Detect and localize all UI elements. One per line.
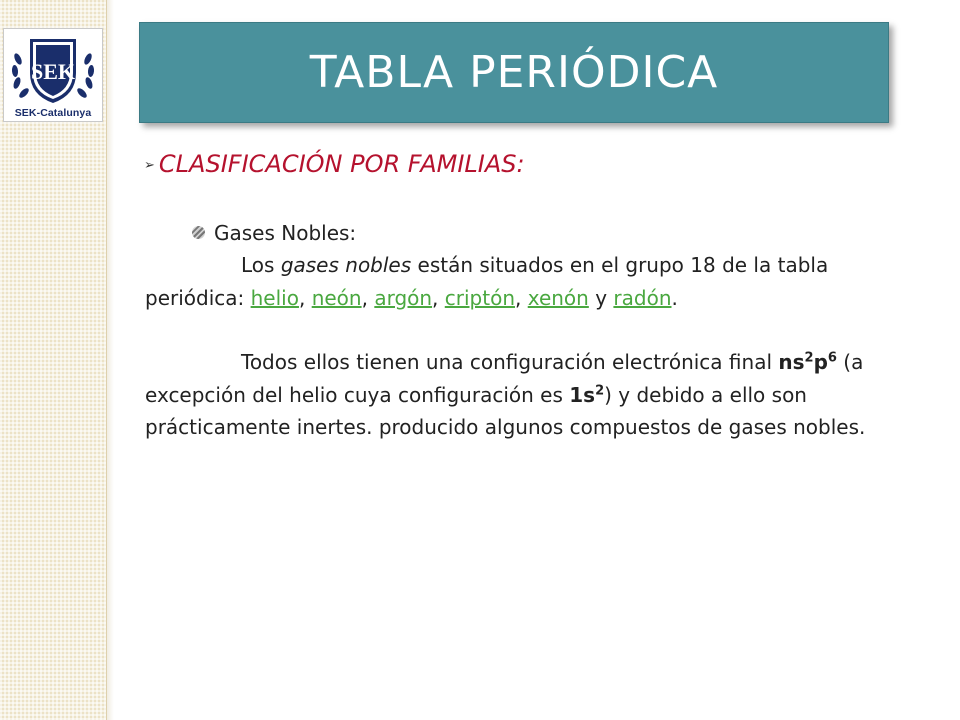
subheading: [192, 221, 356, 245]
link-kripton[interactable]: criptón: [444, 285, 515, 310]
separator: ,: [361, 285, 375, 310]
section-heading: [144, 150, 525, 178]
paragraph-1: [145, 249, 890, 314]
formula-ns-exponent: 2: [804, 350, 814, 366]
link-neon[interactable]: neón: [311, 285, 362, 310]
arrow-bullet-icon: ➢: [144, 158, 155, 173]
section-heading-text: CLASIFICACIÓN POR FAMILIAS:: [158, 150, 525, 178]
para1-italic-term: gases nobles: [280, 253, 412, 277]
separator: ,: [432, 285, 445, 310]
body-text: [145, 249, 890, 444]
subheading-text: Gases Nobles:: [214, 221, 357, 245]
para2-text-1: Todos ellos tienen una configuración electrónica final: [241, 350, 779, 374]
formula-p: p: [813, 350, 828, 374]
para2-text-2: (a excepción del helio cuya configuración es: [145, 350, 864, 407]
paragraph-2: [145, 346, 890, 444]
para2-text-3: ) y debido a ello son prácticamente inertes. producido algunos compuestos de gases nobles.: [145, 382, 866, 439]
formula-1s-exponent: 2: [595, 382, 605, 398]
para1-text-2: están situados en el grupo 18 de la tabla periódica:: [145, 253, 829, 310]
conjunction: y: [588, 285, 614, 310]
formula-ns: ns: [778, 350, 805, 374]
logo-caption: SEK-Catalunya: [14, 107, 92, 119]
sek-emblem-icon: [4, 29, 102, 109]
link-xenon[interactable]: xenón: [527, 285, 589, 310]
sidebar-shadow: [106, 0, 114, 720]
formula-1s: 1s: [569, 382, 596, 407]
logo-initials: SEK: [30, 59, 76, 84]
formula-p-exponent: 6: [827, 350, 837, 366]
separator: ,: [298, 285, 312, 310]
separator: ,: [515, 285, 528, 310]
para1-text-1: Los: [241, 253, 281, 277]
round-bullet-icon: [192, 226, 205, 239]
page-title: TABLA PERIÓDICA: [309, 47, 719, 98]
link-radon[interactable]: radón: [613, 285, 672, 310]
link-helio[interactable]: helio: [250, 285, 299, 310]
link-argon[interactable]: argón: [374, 285, 433, 310]
sek-logo: [3, 28, 103, 122]
title-banner: [139, 22, 889, 123]
period: .: [671, 285, 678, 310]
